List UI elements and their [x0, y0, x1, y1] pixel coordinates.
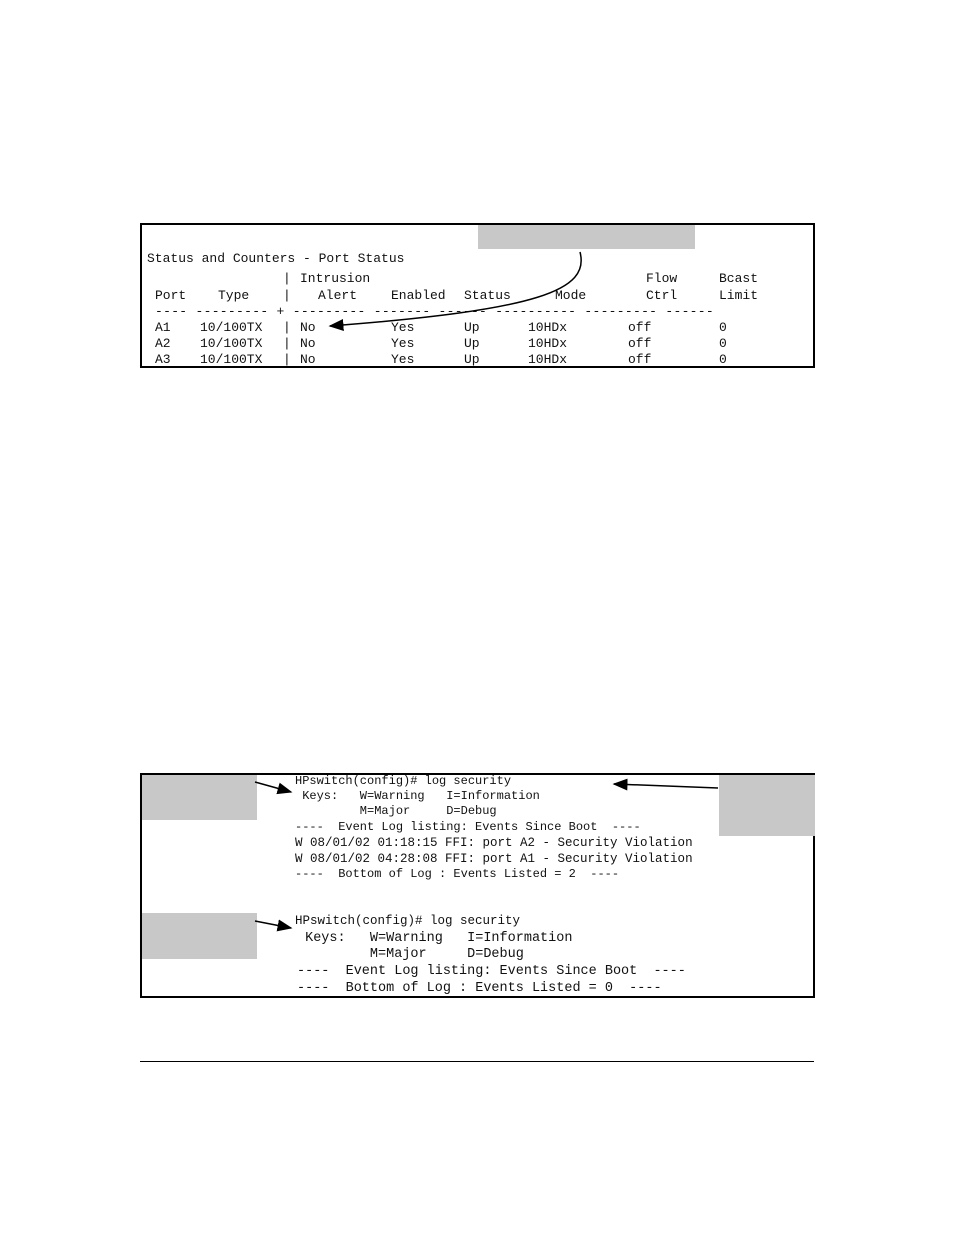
- header-type: Type: [218, 288, 250, 303]
- cell-enabled: Yes: [391, 320, 415, 335]
- log-listing-1: ---- Event Log listing: Events Since Boot ----: [295, 820, 641, 834]
- header-alert: Alert: [318, 288, 358, 303]
- footer-rule: [140, 1061, 814, 1062]
- cell-flow: off: [628, 352, 652, 367]
- header-flow: Flow: [646, 271, 678, 286]
- port-status-title: Status and Counters - Port Status: [147, 251, 405, 266]
- cell-alert: No: [300, 320, 316, 335]
- log-keys-1b: M=Major D=Debug: [295, 804, 497, 818]
- arrow-to-log-command-1: [255, 782, 291, 792]
- cell-enabled: Yes: [391, 352, 415, 367]
- cell-alert: No: [300, 352, 316, 367]
- cell-mode: 10HDx: [528, 352, 568, 367]
- cell-pipe: |: [283, 336, 291, 351]
- header-status: Status: [464, 288, 511, 303]
- header-ctrl: Ctrl: [646, 288, 678, 303]
- header-separator: ---- --------- + --------- ------- ------ ---------- --------- ------: [155, 304, 714, 319]
- header-intrusion: Intrusion: [300, 271, 371, 286]
- cell-bcast: 0: [719, 352, 727, 367]
- log-bottom-2: ---- Bottom of Log : Events Listed = 0 ----: [297, 981, 662, 996]
- cell-type: 10/100TX: [200, 336, 263, 351]
- cell-type: 10/100TX: [200, 352, 263, 367]
- header-pipe: |: [283, 271, 291, 286]
- cell-flow: off: [628, 336, 652, 351]
- log-command-2: HPswitch(config)# log security: [295, 914, 521, 928]
- cell-bcast: 0: [719, 336, 727, 351]
- cell-status: Up: [464, 320, 480, 335]
- cell-port: A2: [155, 336, 171, 351]
- cell-flow: off: [628, 320, 652, 335]
- header-enabled: Enabled: [391, 288, 446, 303]
- log-command-1: HPswitch(config)# log security: [295, 774, 512, 788]
- cell-mode: 10HDx: [528, 336, 568, 351]
- cell-bcast: 0: [719, 320, 727, 335]
- log-keys-2a: Keys: W=Warning I=Information: [297, 931, 573, 946]
- log-event-row: W 08/01/02 04:28:08 FFI: port A1 - Security Violation: [295, 852, 693, 866]
- arrow-to-log-command-2: [255, 921, 291, 928]
- header-mode: Mode: [555, 288, 587, 303]
- header-limit: Limit: [719, 288, 759, 303]
- cell-pipe: |: [283, 352, 291, 367]
- log-keys-1a: Keys: W=Warning I=Information: [295, 789, 540, 803]
- cell-alert: No: [300, 336, 316, 351]
- arrow-to-intrusion-alert: [330, 252, 581, 326]
- cell-type: 10/100TX: [200, 320, 263, 335]
- cell-status: Up: [464, 336, 480, 351]
- header-port: Port: [155, 288, 187, 303]
- log-event-row: W 08/01/02 01:18:15 FFI: port A2 - Security Violation: [295, 836, 693, 850]
- arrow-from-right-callout: [614, 784, 718, 788]
- log-bottom-1: ---- Bottom of Log : Events Listed = 2 ----: [295, 867, 620, 881]
- cell-port: A3: [155, 352, 171, 367]
- cell-enabled: Yes: [391, 336, 415, 351]
- cell-status: Up: [464, 352, 480, 367]
- log-keys-2b: M=Major D=Debug: [297, 947, 524, 962]
- header-bcast: Bcast: [719, 271, 759, 286]
- header-pipe-2: |: [283, 288, 291, 303]
- log-listing-2: ---- Event Log listing: Events Since Boot ----: [297, 964, 686, 979]
- cell-pipe: |: [283, 320, 291, 335]
- cell-port: A1: [155, 320, 171, 335]
- cell-mode: 10HDx: [528, 320, 568, 335]
